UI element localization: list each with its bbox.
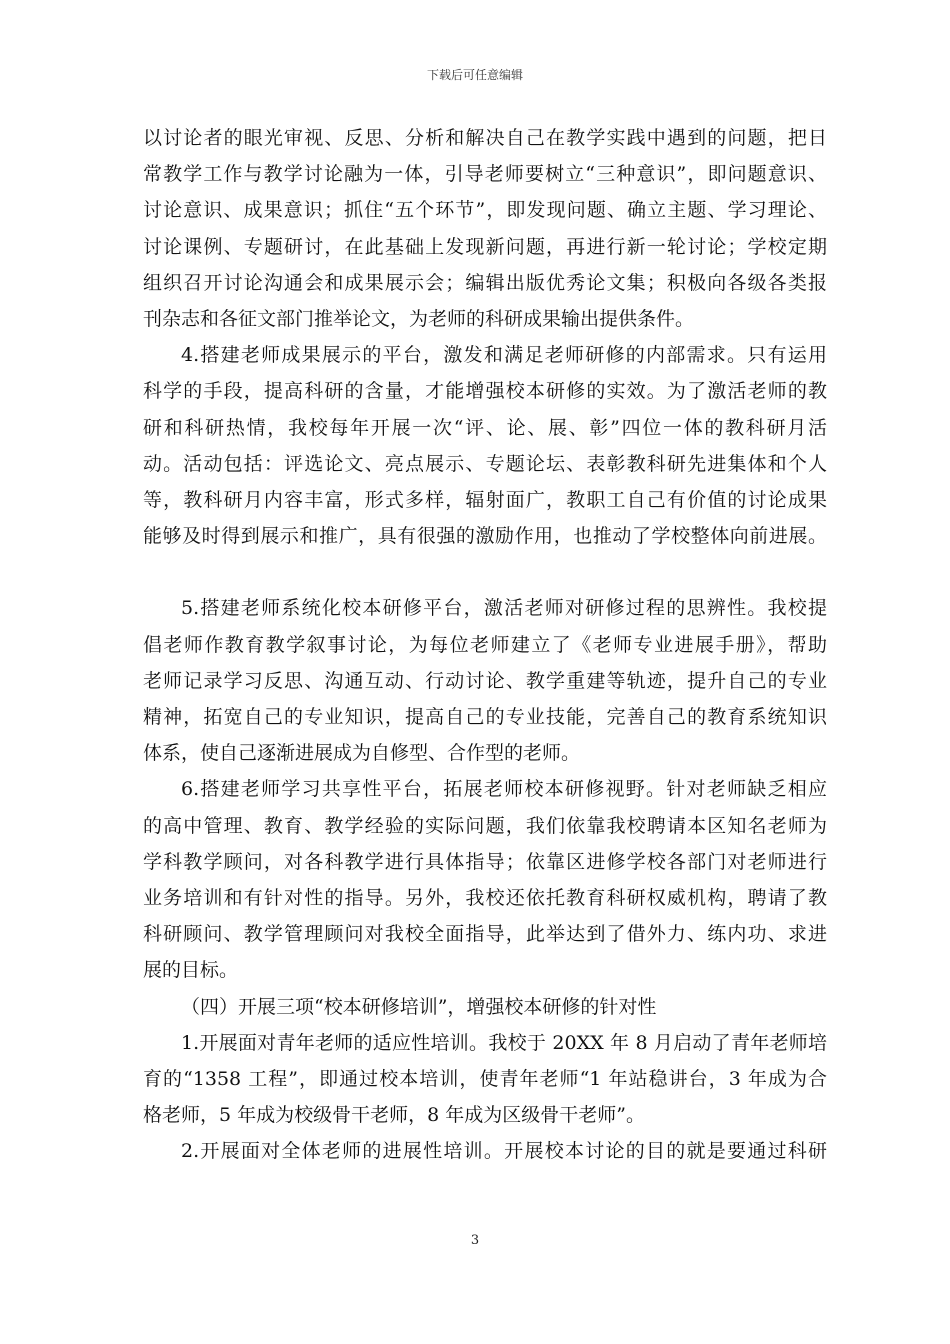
text-line: 格老师，5 年成为校级骨干老师，8 年成为区级骨干老师”。 [143,1104,645,1127]
section-heading: （四）开展三项“校本研修培训”，增强校本研修的针对性 [181,995,657,1018]
text-line: 科学的手段，提高科研的含量，才能增强校本研修的实效。为了激活老师的教 [143,380,827,403]
text-line: 研和科研热情，我校每年开展一次“评、论、展、彰”四位一体的教科研月活 [143,416,827,439]
page-header: 下载后可任意编辑 [426,68,523,82]
text-line: 精神，拓宽自己的专业知识，提高自己的专业技能，完善自己的教育系统知识 [143,706,827,728]
text-line: 组织召开讨论沟通会和成果展示会；编辑出版优秀论文集；积极向各级各类报 [143,271,827,294]
text-line: 常教学工作与教学讨论融为一体，引导老师要树立“三种意识”，即问题意识、 [143,163,827,186]
text-line: 学科教学顾问，对各科教学进行具体指导；依靠区进修学校各部门对老师进行 [143,850,827,873]
text-line: 老师记录学习反思、沟通互动、行动讨论、教学重建等轨迹，提升自己的专业 [143,669,827,692]
text-line: 科研顾问、教学管理顾问对我校全面指导，此举达到了借外力、练内功、求进 [143,923,827,946]
text-line: 展的目标。 [143,959,239,982]
text-line: 5.搭建老师系统化校本研修平台，激活老师对研修过程的思辨性。我校提 [181,597,827,620]
text-line: 动。活动包括：评选论文、亮点展示、专题论坛、表彰教科研先进集体和个人 [143,452,827,475]
text-line: 6.搭建老师学习共享性平台，拓展老师校本研修视野。针对老师缺乏相应 [181,778,827,801]
text-line: 能够及时得到展示和推广，具有很强的激励作用，也推动了学校整体向前进展。 [143,525,827,548]
text-line: 刊杂志和各征文部门推举论文，为老师的科研成果输出提供条件。 [143,307,695,330]
text-line: 育的“1358 工程”，即通过校本培训，使青年老师“1 年站稳讲台，3 年成为合 [143,1067,827,1090]
text-line: 的高中管理、教育、教学经验的实际问题，我们依靠我校聘请本区知名老师为 [143,814,827,837]
document-body [143,120,827,1169]
text-line: 倡老师作教育教学叙事讨论，为每位老师建立了《老师专业进展手册》，帮助 [143,633,827,656]
text-line: 4.搭建老师成果展示的平台，激发和满足老师研修的内部需求。只有运用 [181,344,827,367]
text-line: 讨论课例、专题研讨，在此基础上发现新问题，再进行新一轮讨论；学校定期 [143,235,827,258]
text-line: 以讨论者的眼光审视、反思、分析和解决自己在教学实践中遇到的问题，把日 [143,127,827,149]
page-number: 3 [470,1233,480,1248]
text-line: 1.开展面对青年老师的适应性培训。我校于 20XX 年 8 月启动了青年老师培 [181,1031,827,1054]
text-line: 2.开展面对全体老师的进展性培训。开展校本讨论的目的就是要通过科研 [181,1140,827,1163]
text-line: 讨论意识、成果意识；抓住“五个环节”，即发现问题、确立主题、学习理论、 [143,199,827,222]
paragraph-gap [143,554,827,590]
text-line: 业务培训和有针对性的指导。另外，我校还依托教育科研权威机构，聘请了教 [143,886,827,909]
text-line: 体系，使自己逐渐进展成为自修型、合作型的老师。 [143,742,581,765]
text-line: 等，教科研月内容丰富，形式多样，辐射面广，教职工自己有价值的讨论成果 [143,488,827,511]
